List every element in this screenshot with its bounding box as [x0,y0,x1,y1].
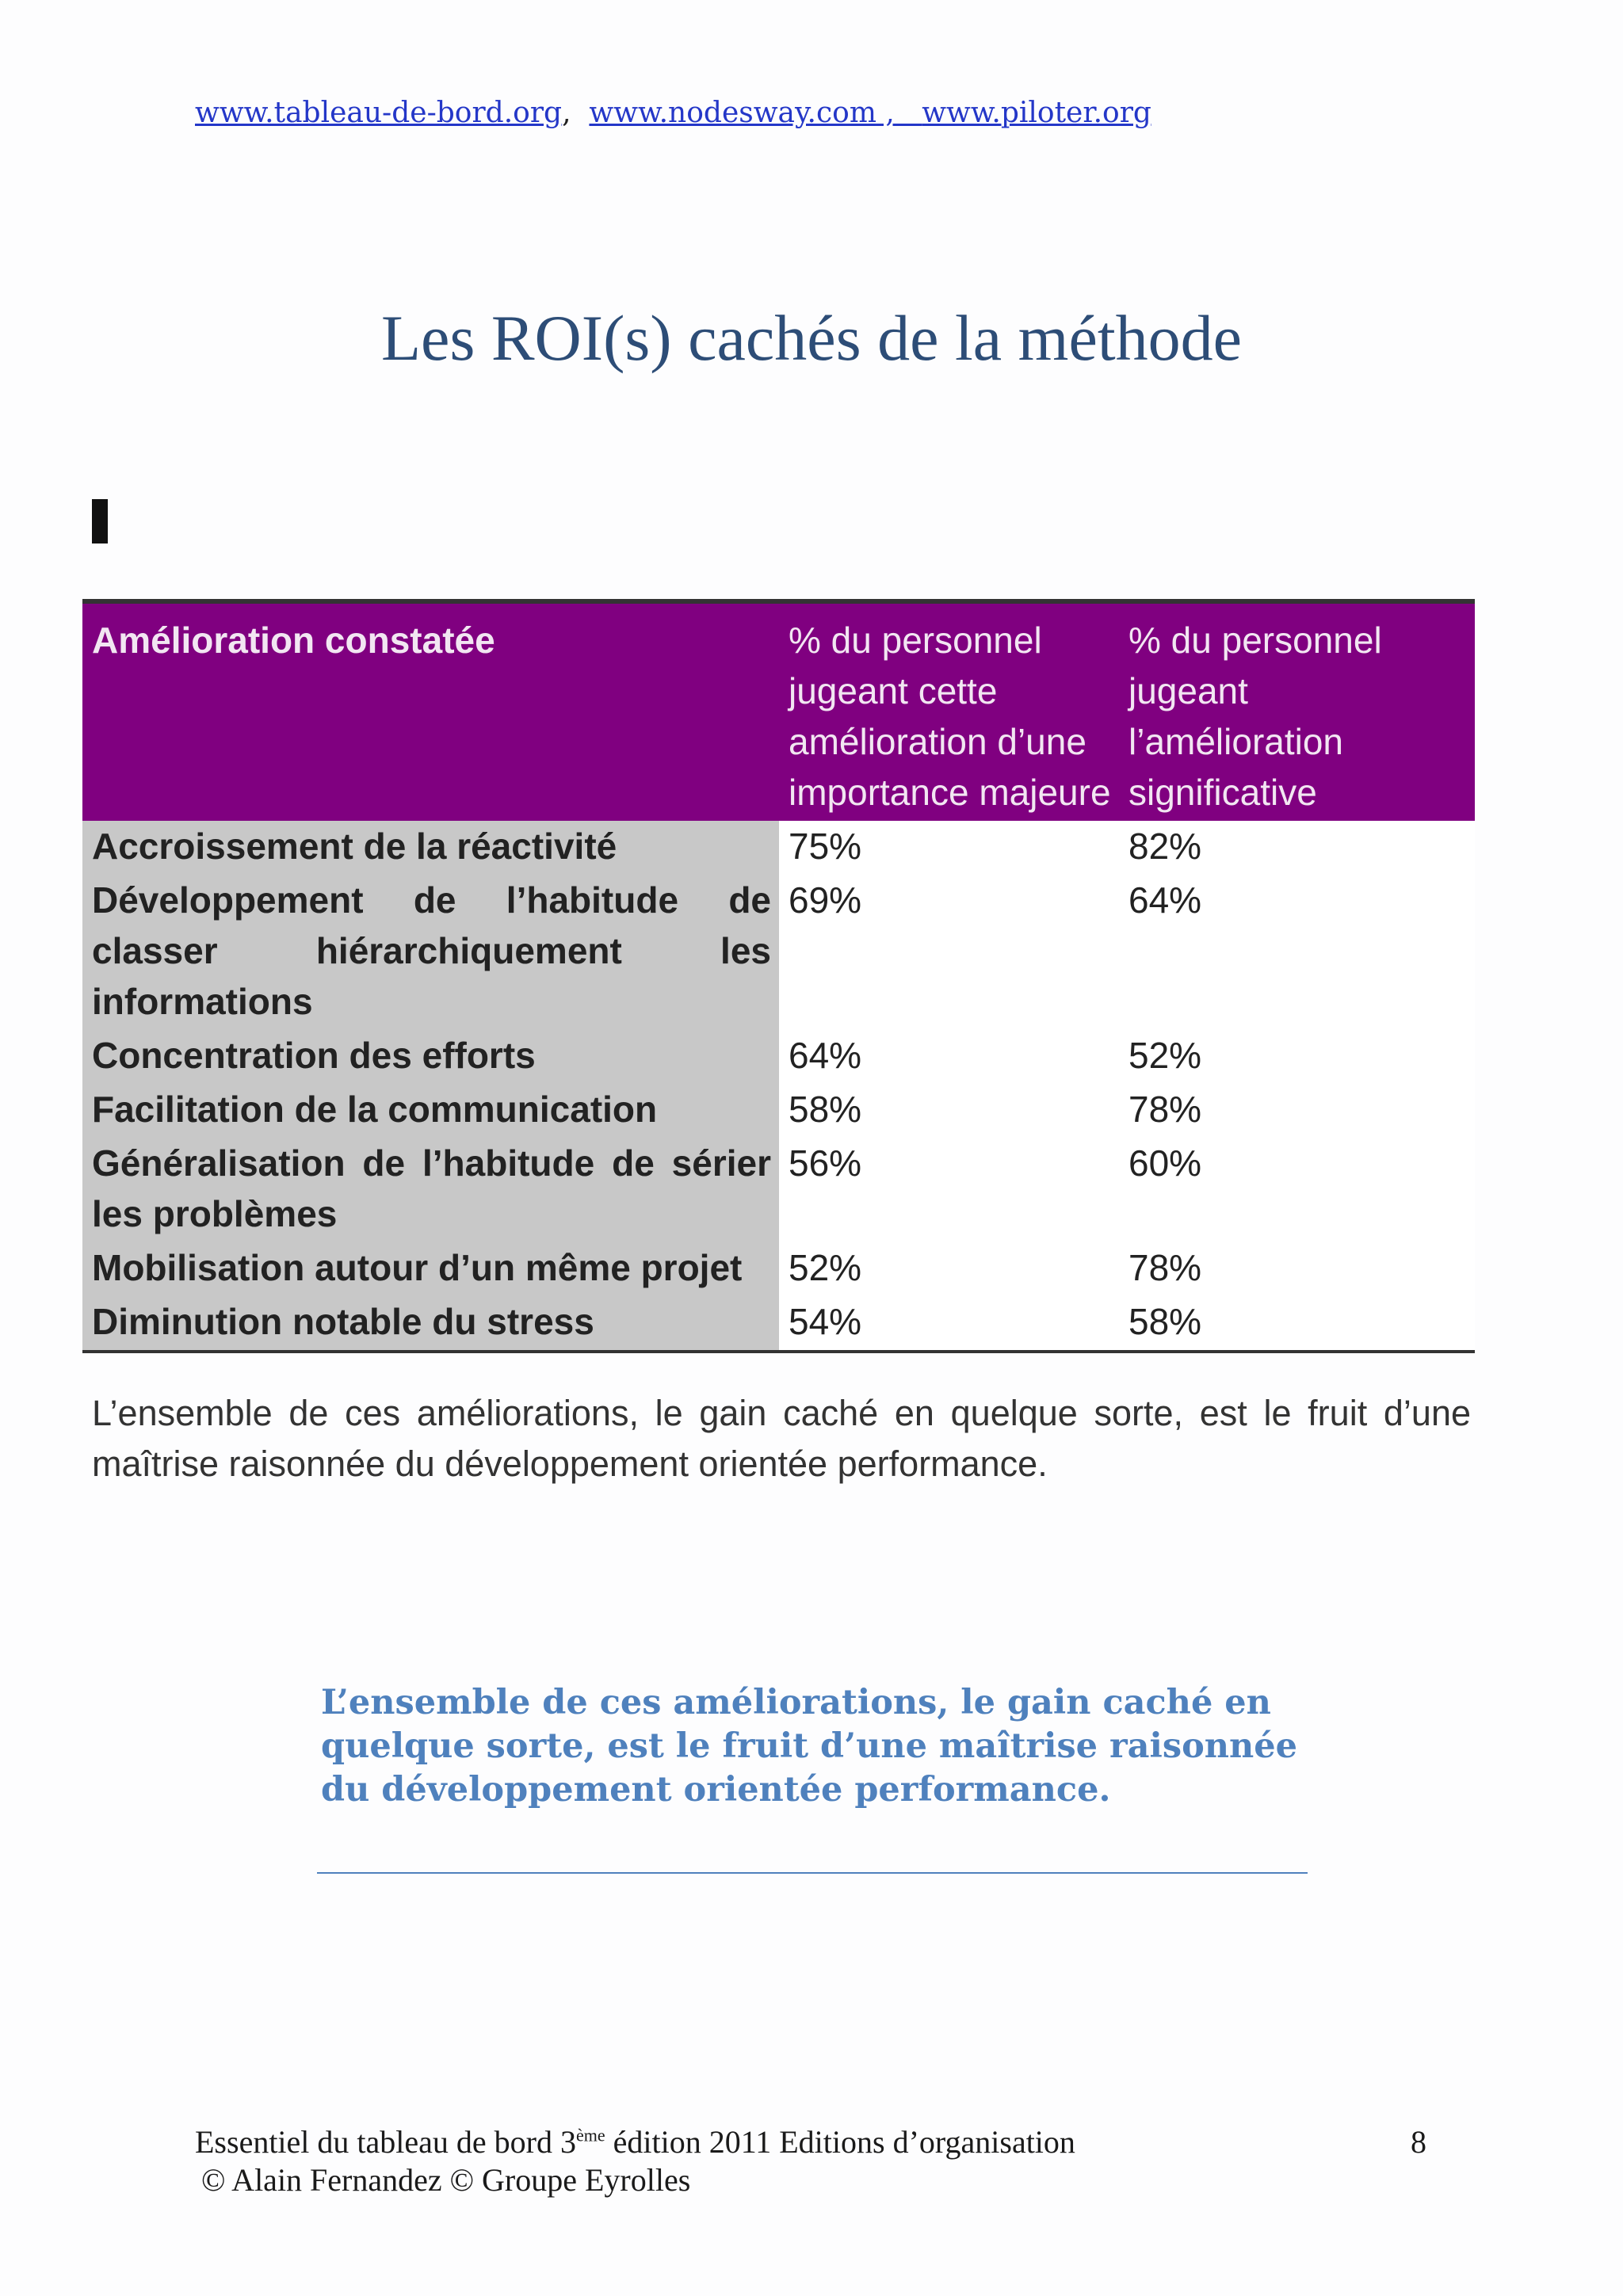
row-majeure: 56% [779,1138,1119,1242]
pull-quote: L’ensemble de ces améliorations, le gain caché en quelque sorte, est le fruit d’une maîtrise raisonnée du développement orientée performance. [321,1683,1297,1810]
footer-copyright: © Alain Fernandez © Groupe Eyrolles [201,2162,691,2198]
page-title: Les ROI(s) cachés de la méthode [380,302,1243,374]
table-row [82,1296,1475,1352]
table-row [82,1030,1475,1084]
row-significative: 60% [1119,1138,1475,1242]
footer-book-suffix: édition 2011 Editions d’organisation [605,2124,1075,2160]
footer-book-line [195,2123,1075,2161]
row-significative: 52% [1119,1030,1475,1084]
row-significative: 78% [1119,1242,1475,1296]
table-row [82,875,1475,1030]
row-majeure: 58% [779,1084,1119,1138]
footer-edition-sup: ème [575,2125,605,2145]
quote-underline [317,1872,1308,1874]
row-majeure: 54% [779,1296,1119,1352]
black-mark [92,499,108,543]
row-label: Accroissement de la réactivité [82,821,779,875]
link-tableau-de-bord[interactable]: www.tableau-de-bord.org [195,97,563,129]
row-majeure: 69% [779,875,1119,1030]
table-row [82,1138,1475,1242]
roi-table-container [82,599,1475,1353]
row-majeure: 75% [779,821,1119,875]
row-label: Facilitation de la communication [82,1084,779,1138]
row-label: Diminution notable du stress [82,1296,779,1352]
row-label: Généralisation de l’habitude de sérier les problèmes [82,1138,779,1242]
row-significative: 58% [1119,1296,1475,1352]
row-label: Mobilisation autour d’un même projet [82,1242,779,1296]
table-header-row [82,601,1475,821]
footer-book-prefix: Essentiel du tableau de bord 3 [195,2124,576,2160]
header-amelioration: Amélioration constatée [82,601,779,821]
table-row [82,821,1475,875]
table-row [82,1084,1475,1138]
header-importance-majeure: % du personnel jugeant cette amélioration d’une importance majeure [779,601,1119,821]
link-nodesway[interactable]: www.nodesway.com , [589,97,922,129]
row-majeure: 64% [779,1030,1119,1084]
row-label: Concentration des efforts [82,1030,779,1084]
link-piloter[interactable]: www.piloter.org [922,97,1151,129]
header-links: www.tableau-de-bord.org, www.nodesway.com , www.piloter.org [195,97,1151,129]
table-row [82,1242,1475,1296]
table-caption: L’ensemble de ces améliorations, le gain caché en quelque sorte, est le fruit d’une maîtrise raisonnée du développement orientée performance. [92,1393,1471,1484]
roi-table [82,599,1475,1353]
row-majeure: 52% [779,1242,1119,1296]
header-significative: % du personnel jugeant l’amélioration significative [1119,601,1475,821]
row-label: Développement de l’habitude de classer hiérarchiquement les informations [82,875,779,1030]
row-significative: 64% [1119,875,1475,1030]
row-significative: 78% [1119,1084,1475,1138]
page-number: 8 [1411,2124,1426,2160]
footer [195,2123,1075,2199]
link-nodesway-text: www.nodesway.com [589,97,876,129]
row-significative: 82% [1119,821,1475,875]
